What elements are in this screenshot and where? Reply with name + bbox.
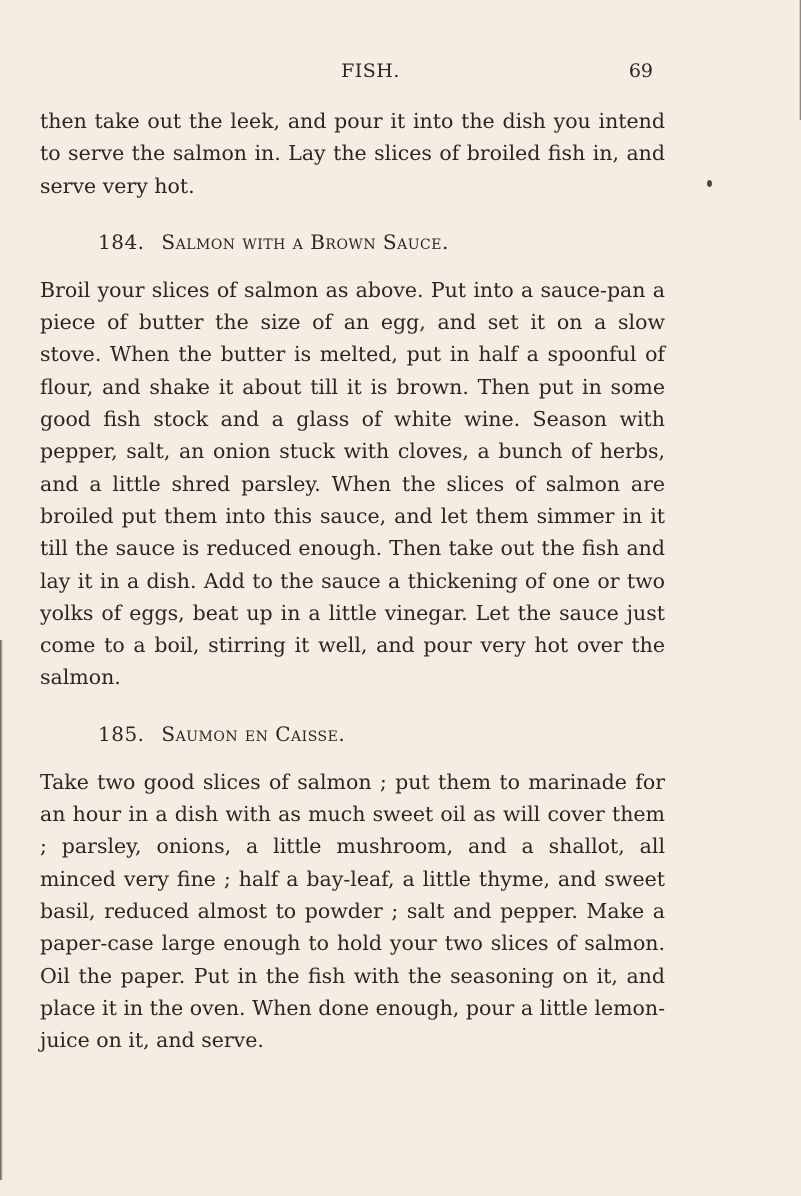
ink-speck (707, 180, 712, 187)
recipe-title: Salmon with a Brown Sauce. (161, 229, 449, 254)
recipe-body-185: Take two good slices of salmon ; put them to marinade for an hour in a dish with as much sweet oil as will cover them ; parsley, onions, a little mushroom, and a shallot, all minced very fine ; half a bay-leaf, a little thyme, and sweet basil, reduced almost to powder ; salt and pepper. Make a paper-case large enough to hold your two slices of salmon. Oil the paper. Put in the fish with the seasoning on it, and place it in the oven. When done enough, pour a little lemon-juice on it, and serve. (40, 769, 665, 1053)
recipe-title: Saumon en Caisse. (161, 721, 346, 746)
recipe-number: 184. (98, 229, 145, 254)
recipe-heading-184 (98, 226, 665, 258)
recipe-number: 185. (98, 721, 145, 746)
page-edge-shadow (0, 640, 3, 1180)
recipe-body-184: Broil your slices of salmon as above. Put into a sauce-pan a piece of butter the size of an egg, and set it on a slow stove. When the butter is melted, put in half a spoonful of flour, and shake it about till it is brown. Then put in some good fish stock and a glass of white wine. Season with pepper, salt, an onion stuck with cloves, a bunch of herbs, and a little shred parsley. When the slices of salmon are broiled put them into this sauce, and let them simmer in it till the sauce is reduced enough. Then take out the fish and lay it in a dish. Add to the sauce a thickening of one or two yolks of eggs, beat up in a little vinegar. Let the sauce just come to a boil, stirring it well, and pour very hot over the salmon. (40, 277, 665, 690)
recipe-heading-185 (98, 718, 665, 750)
page-number: 69 (628, 60, 653, 82)
page-text (40, 105, 665, 1056)
running-head (0, 60, 801, 88)
intro-paragraph: then take out the leek, and pour it into the dish you intend to serve the salmon in. Lay the slices of broiled fish in, and serve very hot. (40, 109, 665, 198)
running-title: FISH. (341, 60, 400, 82)
